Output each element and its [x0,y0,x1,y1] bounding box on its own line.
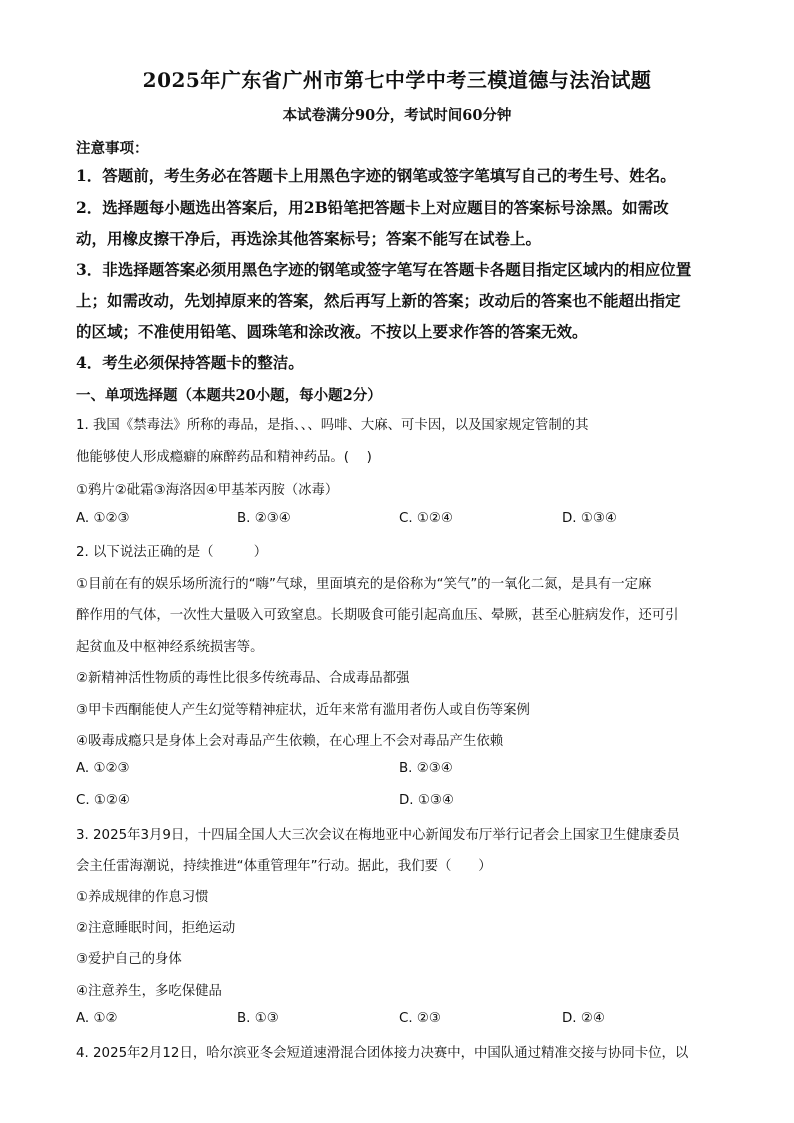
q1-stem-line-1 [76,414,589,433]
note-3-line-2: 上；如需改动，先划掉原来的答案，然后再写上新的答案；改动后的答案也不能超出指定 [76,291,681,310]
q1-sep: 、 [300,418,308,433]
note-1: 1．答题前，考生务必在答题卡上用黑色字迹的钢笔或签字笔填写自己的考生号、姓名。 [76,166,676,185]
q1-option-a: A. ①②③ [76,511,130,526]
q1-stem-text-2: 、吗啡、大麻、可卡因，以及国家规定管制的其 [307,418,589,433]
q1-stem-text: 1. 我国《禁毒法》所称的毒品，是指 [76,418,294,433]
q1-sep: 、 [293,418,301,433]
note-3-line-1: 3．非选择题答案必须用黑色字迹的钢笔或签字笔写在答题卡各题目指定区域内的相应位置 [76,260,692,279]
q2-item-1-line-3: 起贫血及中枢神经系统损害等。 [76,640,264,655]
note-4: 4．考生必须保持答题卡的整洁。 [76,353,304,372]
q2-item-3: ③甲卡西酮能使人产生幻觉等精神症状，近年来常有滥用者伤人或自伤等案例 [76,703,530,718]
q2-item-2: ②新精神活性物质的毒性比很多传统毒品、合成毒品都强 [76,671,410,686]
q4-stem-line-1: 4. 2025年2月12日，哈尔滨亚冬会短道速滑混合团体接力决赛中，中国队通过精准交接与协同卡位，以 [76,1046,689,1061]
q3-stem-line-2: 会主任雷海潮说，持续推进“体重管理年”行动。据此，我们要（ ） [76,859,492,874]
q2-option-b: B. ②③④ [399,761,453,776]
q1-option-c: C. ①②④ [399,511,453,526]
section-heading: 一、单项选择题（本题共20小题，每小题2分） [76,387,382,404]
notes-heading: 注意事项： [76,140,149,157]
q3-stem-line-1: 3. 2025年3月9日，十四届全国人大三次会议在梅地亚中心新闻发布厅举行记者会上国家卫生健康委员 [76,828,680,843]
q2-option-d: D. ①③④ [399,793,454,808]
q3-option-c: C. ②③ [399,1011,441,1026]
q3-item-1: ①养成规律的作息习惯 [76,890,209,905]
q2-item-1-line-2: 醉作用的气体，一次性大量吸入可致窒息。长期吸食可能引起高血压、晕厥，甚至心脏病发作，还可引 [76,608,679,623]
page-title: 2025年广东省广州市第七中学中考三模道德与法治试题 [142,68,652,92]
q2-option-a: A. ①②③ [76,761,130,776]
q3-item-3: ③爱护自己的身体 [76,952,182,967]
q1-stem-line-2: 他能够使人形成瘾癖的麻醉药品和精神药品。( ) [76,450,372,465]
q2-item-1-line-1: ①目前在有的娱乐场所流行的“嗨”气球，里面填充的是俗称为“笑气”的一氧化二氮，是具有一定麻 [76,577,652,592]
q2-option-c: C. ①②④ [76,793,130,808]
exam-subtitle: 本试卷满分90分，考试时间60分钟 [282,107,512,124]
q3-option-d: D. ②④ [562,1011,605,1026]
q3-item-2: ②注意睡眠时间，拒绝运动 [76,921,236,936]
note-2-line-2: 动，用橡皮擦干净后，再选涂其他答案标号；答案不能写在试卷上。 [76,229,542,248]
q2-item-4: ④吸毒成瘾只是身体上会对毒品产生依赖，在心理上不会对毒品产生依赖 [76,734,504,749]
q1-option-d: D. ①③④ [562,511,617,526]
q1-items: ①鸦片②砒霜③海洛因④甲基苯丙胺（冰毒） [76,483,339,498]
q3-item-4: ④注意养生，多吃保健品 [76,984,222,999]
note-2-line-1: 2．选择题每小题选出答案后，用2B铅笔把答题卡上对应题目的答案标号涂黑。如需改 [76,198,669,217]
q1-option-b: B. ②③④ [237,511,291,526]
q2-stem: 2. 以下说法正确的是（ ） [76,545,268,560]
q3-option-a: A. ①② [76,1011,118,1026]
note-3-line-3: 的区域；不准使用铅笔、圆珠笔和涂改液。不按以上要求作答的答案无效。 [76,322,588,341]
q3-option-b: B. ①③ [237,1011,279,1026]
